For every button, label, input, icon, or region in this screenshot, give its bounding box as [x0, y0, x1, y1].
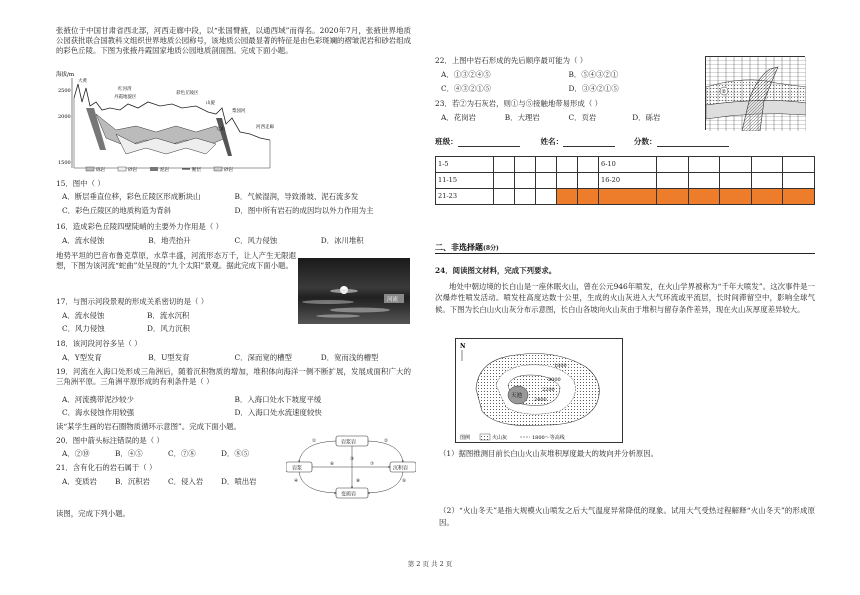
q16-option-d[interactable]: D．冰川堆积: [320, 236, 364, 245]
answer-cell-disabled: [688, 189, 720, 205]
page-footer: 第 2 页 共 2 页: [407, 560, 453, 568]
answer-row-label: 1-5: [436, 157, 494, 173]
intro-rock-cycle: 读“某学生画的岩石圈物质循环示意图”。完成下面小题。: [56, 422, 241, 431]
intro-zhangye: 张掖位于中国甘肃省西北部，河西走廊中段，以“张国臂掖，以通西域”而得名。2020年7月，张掖世界地质公园获批联合国教科文组织世界地质公园称号，该地质公园最显著的特征是由色彩斑斓的褶皱泥岩和砂岩组成的彩色丘陵。下图为张掖丹霞国家地质公园地质剖面图。完成下面小题。: [56, 26, 411, 55]
answer-cell[interactable]: [536, 173, 557, 189]
answer-cell[interactable]: [515, 189, 536, 205]
profile-label-danxia: 丹霞地貌区: [114, 95, 137, 100]
profile-label-dahuang: 大黄: [78, 79, 87, 84]
q23-options: [441, 113, 696, 123]
q16-option-a[interactable]: A．流水侵蚀: [62, 236, 105, 245]
answer-cell[interactable]: [515, 157, 536, 173]
answer-cell-disabled: [599, 189, 657, 205]
answer-cell[interactable]: [720, 173, 752, 189]
answer-cell-disabled: [578, 189, 599, 205]
cycle-arrow-1: ①: [312, 439, 317, 444]
q21-option-b[interactable]: B．沉积岩: [115, 477, 150, 486]
q19-options-row1: [62, 395, 407, 405]
q22-option-c[interactable]: C．④③②①⑤: [441, 84, 491, 93]
profile-label-honghewan: 红河湾: [118, 87, 132, 92]
q23-option-a[interactable]: A．花岗岩: [441, 113, 476, 122]
answer-cell[interactable]: [751, 157, 783, 173]
q16-options: [62, 236, 407, 246]
answer-cell[interactable]: [494, 157, 515, 173]
geologic-profile-figure: [56, 68, 291, 173]
legend-fault: 断层: [192, 168, 201, 173]
q17-option-c[interactable]: C．风力侵蚀: [62, 324, 105, 333]
cycle-arrow-8: ⑧: [356, 479, 361, 484]
q19-options-row2: [62, 408, 407, 418]
q24-stem: 24．阅读图文材料，完成下列要求。: [435, 266, 557, 275]
answer-row-label: 6-10: [599, 157, 657, 173]
class-label: 班级：: [435, 137, 458, 146]
name-label: 姓名：: [540, 137, 564, 146]
answer-cell[interactable]: [494, 189, 515, 205]
legend-sandstone: 砂岩: [128, 168, 137, 173]
cycle-node-magma: 岩浆: [292, 465, 303, 472]
q17-options-row2: [62, 324, 232, 334]
answer-table: [435, 156, 815, 205]
answer-cell[interactable]: [688, 157, 720, 173]
answer-cell[interactable]: [557, 157, 578, 173]
answer-cell-disabled: [557, 189, 578, 205]
q17-stem: 17．与图示河段景观的形成关系密切的是（ ）: [56, 297, 209, 306]
q22-options-row1: [441, 70, 696, 80]
q23-option-b[interactable]: B．大理岩: [504, 113, 540, 122]
answer-row-1: [436, 157, 815, 173]
section-2-title: 二、非选择题: [435, 242, 483, 252]
q19-stem: 19．河流在入海口处形成三角洲后，随着沉积物质的增加，堆积体向海洋一侧不断扩展，发展成面积广大的三角洲平原。三角洲平原形成的有利条件是（ ）: [56, 367, 411, 386]
answer-row-label: 21-23: [436, 189, 494, 205]
class-field[interactable]: [458, 138, 520, 147]
q21-options: [62, 477, 274, 487]
q22-options-row2: [441, 84, 696, 94]
answer-cell[interactable]: [783, 157, 815, 173]
answer-row-3: [436, 189, 815, 205]
q19-option-d[interactable]: D．入海口处水流速度较快: [234, 408, 322, 417]
intro-strata: 读图，完成下列小题。: [56, 509, 130, 518]
answer-cell[interactable]: [515, 173, 536, 189]
q23-option-d[interactable]: D．砾岩: [632, 113, 661, 122]
q21-option-a[interactable]: A．变质岩: [62, 477, 97, 486]
q23-option-c[interactable]: C．页岩: [568, 113, 597, 122]
q15-options-row1: [62, 192, 407, 202]
q18-option-d[interactable]: D．宽而浅的槽型: [320, 353, 379, 362]
answer-cell-disabled: [657, 189, 689, 205]
cycle-arrow-6: ⑥: [330, 462, 335, 467]
answer-cell[interactable]: [536, 157, 557, 173]
q21-stem: 21．含有化石的岩石属于（ ）: [56, 463, 157, 472]
answer-cell-disabled: [751, 189, 783, 205]
section-2-points: (8分): [483, 245, 499, 252]
q20-option-d[interactable]: D．⑧⑤: [221, 449, 250, 458]
answer-cell[interactable]: [657, 157, 689, 173]
q19-option-b[interactable]: B．入海口处水下坡度平缓: [234, 395, 322, 404]
q20-stem: 20．图中箭头标注错误的是（ ）: [56, 436, 164, 445]
q18-option-a[interactable]: A．Y型发育: [62, 353, 102, 362]
section-2-heading: [435, 242, 815, 254]
q17-options-row1: [62, 311, 232, 321]
profile-label-shanxuan: 山旋: [206, 101, 215, 106]
q15-stem: 15．图中（ ）: [56, 179, 105, 188]
q24-material: 地处中朝边境的长白山是一座休眠火山，曾在公元946年喷发，在火山学界被称为“千年大喷发”。这次事件是一次爆炸性喷发活动。喷发柱高度达数十公里，生成的火山灰进入大气环流或平流层，长时间滞留空中，影响全球气候。下图为长白山火山灰分布示意图，长白山各坡向火山灰由于堆积与留存条件差异，现在火山灰厚度差异较大。: [435, 282, 815, 314]
q21-option-d[interactable]: D．喷出岩: [221, 477, 257, 486]
strata-block-diagram: [705, 56, 805, 130]
q19-option-a[interactable]: A．河流携带泥沙较少: [62, 395, 134, 404]
cycle-arrow-4: ④: [294, 479, 299, 484]
answer-cell-disabled: [783, 189, 815, 205]
answer-row-label: 16-20: [599, 173, 657, 189]
answer-cell[interactable]: [557, 173, 578, 189]
q15-option-b[interactable]: B．气候湿润，导致滑坡、泥石流多发: [234, 192, 359, 201]
q15-options-row2: [62, 206, 407, 216]
cycle-arrow-3: ③: [350, 457, 355, 462]
q23-stem: 23．若②为石灰岩，则①与⑤接触地带易形成（ ）: [435, 99, 602, 108]
q21-option-c[interactable]: C．侵入岩: [168, 477, 204, 486]
cycle-node-metamorphic: 变质岩: [341, 491, 357, 498]
profile-label-liyuanhe: 梨园河: [232, 109, 246, 114]
river-photo: [298, 258, 410, 324]
map-legend-label: 图例: [460, 435, 471, 441]
q15-option-a[interactable]: A．断层垂直位移，彩色丘陵区形成断块山: [62, 192, 201, 201]
answer-cell[interactable]: [751, 173, 783, 189]
cycle-node-sedimentary: 沉积岩: [393, 465, 409, 472]
cycle-node-igneous: 岩浆岩: [341, 439, 357, 446]
answer-cell[interactable]: [783, 173, 815, 189]
q16-option-c[interactable]: C．风力侵蚀: [234, 236, 278, 245]
answer-row-2: [436, 173, 815, 189]
map-lake-label: 天池: [511, 393, 523, 399]
profile-label-caise: 彩色丘陵区: [176, 91, 199, 96]
answer-cell[interactable]: [720, 157, 752, 173]
contour-2400: 2400: [534, 397, 547, 403]
q22-option-a[interactable]: A．①③②④⑤: [441, 70, 491, 79]
strata-label-2: ②: [721, 89, 726, 95]
q18-option-b[interactable]: B．U型发育: [148, 353, 190, 362]
q20-option-c[interactable]: C．⑦⑧: [168, 449, 196, 458]
changbai-ash-map: [455, 338, 623, 443]
q19-option-c[interactable]: C．海水侵蚀作用较强: [62, 408, 135, 417]
profile-label-lishan: 力山: [216, 127, 225, 132]
north-arrow: N: [460, 343, 466, 350]
q20-option-b[interactable]: B．④⑤: [115, 449, 143, 458]
q22-option-b[interactable]: B．⑤④③②①: [568, 70, 619, 79]
answer-cell[interactable]: [578, 173, 599, 189]
profile-ytick-2000: 2000: [58, 114, 71, 120]
answer-cell[interactable]: [536, 189, 557, 205]
q24-sub1: （1）据图推测目前长白山火山灰堆积厚度最大的坡向并分析原因。: [439, 449, 659, 458]
q18-options: [62, 353, 407, 363]
contour-2000: 2000: [548, 377, 561, 383]
answer-cell-disabled: [720, 189, 752, 205]
q17-option-a[interactable]: A．流水侵蚀: [62, 311, 105, 320]
q20-options: [62, 449, 274, 459]
q22-stem: 22．上图中岩石形成的先后顺序最可能为（ ）: [435, 56, 588, 65]
q18-option-c[interactable]: C．深而宽的槽型: [234, 353, 292, 362]
profile-ytick-2500: 2500: [58, 88, 71, 94]
answer-cell[interactable]: [657, 173, 689, 189]
cycle-arrow-2: ②: [384, 439, 389, 444]
info-line: [435, 137, 729, 147]
legend-conglomerate: 砾岩: [96, 168, 105, 173]
map-legend-contour: 1800～等高线: [532, 435, 565, 441]
q15-option-c[interactable]: C．彩色丘陵区的地质构造为背斜: [62, 206, 172, 215]
q20-option-a[interactable]: A．②⑩: [62, 449, 90, 458]
name-field[interactable]: [563, 138, 615, 147]
answer-row-label: 11-15: [436, 173, 494, 189]
intro-bayinbuluke: 地势平坦的巴音布鲁克草原，水草丰盛，河流形态万千，让人产生无限遐想，下图为该河流“蛇曲”处呈现的“九个太阳”景观。据此完成下面小题。: [56, 251, 296, 270]
profile-ytick-1500: 1500: [58, 160, 71, 166]
q17-option-d[interactable]: D．风力沉积: [147, 324, 190, 333]
rock-cycle-diagram: [286, 432, 416, 502]
contour-1800: 1800: [554, 363, 567, 369]
answer-cell[interactable]: [688, 173, 720, 189]
legend-sandstone-2: 砂岩: [224, 168, 233, 173]
photo-river-label: 河流: [387, 297, 399, 303]
contour-2200: 2200: [542, 387, 555, 393]
map-legend-ash: 火山灰: [492, 435, 508, 441]
answer-cell[interactable]: [494, 173, 515, 189]
q24-sub2: （2）“火山冬天”是指大规模火山喷发之后大气温度异常降低的现象。试用大气受热过程解释“火山冬天”的形成原因。: [439, 506, 815, 527]
answer-cell[interactable]: [578, 157, 599, 173]
q15-option-d[interactable]: D．图中所有岩石的成因均以外力作用为主: [234, 206, 374, 215]
cycle-arrow-7: ⑦: [370, 462, 375, 467]
q16-option-b[interactable]: B．地壳抬升: [148, 236, 191, 245]
q16-stem: 16．造成彩色丘陵四壁陡峭的主要外力作用是（ ）: [56, 222, 223, 231]
score-label: 分数：: [633, 137, 657, 146]
q17-option-b[interactable]: B．流水沉积: [147, 311, 190, 320]
profile-label-hexi: 河西走廊: [256, 125, 274, 130]
q18-stem: 18．该河段河谷多呈（ ）: [56, 339, 142, 348]
profile-unit: 海拔/m: [56, 72, 75, 78]
legend-mudstone: 泥岩: [160, 168, 169, 173]
cycle-arrow-5: ⑤: [402, 479, 407, 484]
q22-option-d[interactable]: D．③④②①⑤: [568, 84, 619, 93]
score-field[interactable]: [657, 138, 729, 147]
